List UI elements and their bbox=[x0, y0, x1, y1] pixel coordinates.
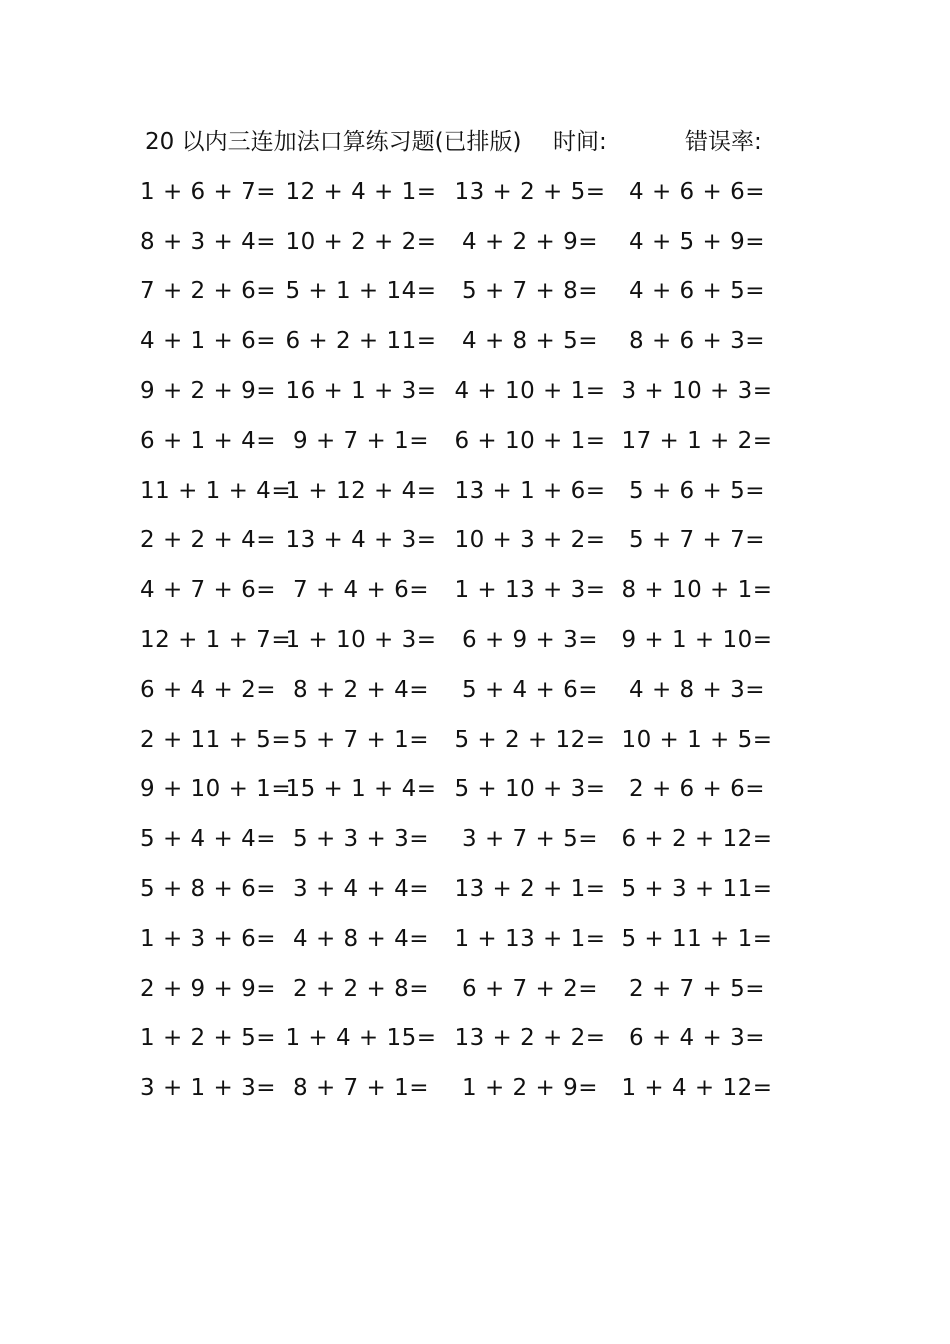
arithmetic-problem: 5 + 10 + 3= bbox=[454, 776, 606, 803]
arithmetic-problem: 6 + 2 + 11= bbox=[285, 328, 437, 355]
arithmetic-problem: 6 + 10 + 1= bbox=[454, 427, 606, 454]
problem-row bbox=[140, 167, 780, 217]
arithmetic-problem: 2 + 7 + 5= bbox=[629, 975, 765, 1002]
problem-row bbox=[140, 1063, 780, 1113]
problem-row bbox=[140, 814, 780, 864]
arithmetic-problem: 4 + 5 + 9= bbox=[629, 228, 765, 255]
arithmetic-problem: 4 + 8 + 5= bbox=[462, 328, 598, 355]
arithmetic-problem: 12 + 1 + 7= bbox=[140, 627, 292, 654]
arithmetic-problem: 17 + 1 + 2= bbox=[621, 427, 773, 454]
arithmetic-problem: 5 + 2 + 12= bbox=[454, 726, 606, 753]
arithmetic-problem: 1 + 6 + 7= bbox=[140, 178, 276, 205]
arithmetic-problem: 9 + 7 + 1= bbox=[293, 427, 429, 454]
arithmetic-problem: 2 + 9 + 9= bbox=[140, 975, 276, 1002]
arithmetic-problem: 1 + 13 + 3= bbox=[454, 577, 606, 604]
arithmetic-problem: 5 + 4 + 6= bbox=[462, 676, 598, 703]
arithmetic-problem: 2 + 2 + 8= bbox=[293, 975, 429, 1002]
problem-row bbox=[140, 466, 780, 516]
arithmetic-problem: 1 + 13 + 1= bbox=[454, 925, 606, 952]
arithmetic-problem: 1 + 12 + 4= bbox=[285, 477, 437, 504]
problem-row bbox=[140, 765, 780, 815]
arithmetic-problem: 15 + 1 + 4= bbox=[285, 776, 437, 803]
problem-row bbox=[140, 217, 780, 267]
arithmetic-problem: 13 + 1 + 6= bbox=[454, 477, 606, 504]
arithmetic-problem: 5 + 4 + 4= bbox=[140, 826, 276, 853]
arithmetic-problem: 9 + 1 + 10= bbox=[621, 627, 773, 654]
arithmetic-problem: 11 + 1 + 4= bbox=[140, 477, 292, 504]
arithmetic-problem: 12 + 4 + 1= bbox=[285, 178, 437, 205]
problem-row bbox=[140, 416, 780, 466]
arithmetic-problem: 6 + 4 + 3= bbox=[629, 1025, 765, 1052]
problem-row bbox=[140, 964, 780, 1014]
arithmetic-problem: 8 + 6 + 3= bbox=[629, 328, 765, 355]
arithmetic-problem: 8 + 7 + 1= bbox=[293, 1075, 429, 1102]
arithmetic-problem: 5 + 7 + 7= bbox=[629, 527, 765, 554]
arithmetic-problem: 3 + 4 + 4= bbox=[293, 876, 429, 903]
arithmetic-problem: 9 + 10 + 1= bbox=[140, 776, 292, 803]
problem-row bbox=[140, 316, 780, 366]
arithmetic-problem: 3 + 7 + 5= bbox=[462, 826, 598, 853]
problem-row bbox=[140, 565, 780, 615]
arithmetic-problem: 1 + 2 + 9= bbox=[462, 1075, 598, 1102]
arithmetic-problem: 5 + 3 + 3= bbox=[293, 826, 429, 853]
problem-row bbox=[140, 914, 780, 964]
arithmetic-problem: 2 + 6 + 6= bbox=[629, 776, 765, 803]
arithmetic-problem: 5 + 7 + 8= bbox=[462, 278, 598, 305]
problem-row bbox=[140, 715, 780, 765]
arithmetic-problem: 5 + 3 + 11= bbox=[621, 876, 773, 903]
arithmetic-problem: 7 + 4 + 6= bbox=[293, 577, 429, 604]
arithmetic-problem: 5 + 8 + 6= bbox=[140, 876, 276, 903]
problem-row bbox=[140, 615, 780, 665]
arithmetic-problem: 4 + 10 + 1= bbox=[454, 378, 606, 405]
arithmetic-problem: 5 + 6 + 5= bbox=[629, 477, 765, 504]
arithmetic-problem: 10 + 3 + 2= bbox=[454, 527, 606, 554]
arithmetic-problem: 4 + 8 + 3= bbox=[629, 676, 765, 703]
arithmetic-problem: 4 + 6 + 5= bbox=[629, 278, 765, 305]
arithmetic-problem: 1 + 4 + 15= bbox=[285, 1025, 437, 1052]
arithmetic-problem: 1 + 4 + 12= bbox=[621, 1075, 773, 1102]
arithmetic-problem: 8 + 2 + 4= bbox=[293, 676, 429, 703]
arithmetic-problem: 6 + 1 + 4= bbox=[140, 427, 276, 454]
problem-grid bbox=[140, 167, 780, 1113]
arithmetic-problem: 8 + 3 + 4= bbox=[140, 228, 276, 255]
arithmetic-problem: 13 + 2 + 1= bbox=[454, 876, 606, 903]
arithmetic-problem: 3 + 10 + 3= bbox=[621, 378, 773, 405]
arithmetic-problem: 10 + 2 + 2= bbox=[285, 228, 437, 255]
arithmetic-problem: 4 + 8 + 4= bbox=[293, 925, 429, 952]
arithmetic-problem: 4 + 1 + 6= bbox=[140, 328, 276, 355]
worksheet-header bbox=[145, 122, 785, 162]
problem-row bbox=[140, 665, 780, 715]
arithmetic-problem: 10 + 1 + 5= bbox=[621, 726, 773, 753]
arithmetic-problem: 5 + 11 + 1= bbox=[621, 925, 773, 952]
arithmetic-problem: 16 + 1 + 3= bbox=[285, 378, 437, 405]
arithmetic-problem: 1 + 10 + 3= bbox=[285, 627, 437, 654]
arithmetic-problem: 13 + 4 + 3= bbox=[285, 527, 437, 554]
arithmetic-problem: 3 + 1 + 3= bbox=[140, 1075, 276, 1102]
worksheet-title: 20 以内三连加法口算练习题(已排版) bbox=[145, 129, 522, 155]
problem-row bbox=[140, 516, 780, 566]
time-label: 时间: bbox=[553, 129, 607, 155]
arithmetic-problem: 6 + 9 + 3= bbox=[462, 627, 598, 654]
problem-row bbox=[140, 864, 780, 914]
arithmetic-problem: 5 + 7 + 1= bbox=[293, 726, 429, 753]
arithmetic-problem: 2 + 2 + 4= bbox=[140, 527, 276, 554]
arithmetic-problem: 6 + 7 + 2= bbox=[462, 975, 598, 1002]
arithmetic-problem: 4 + 2 + 9= bbox=[462, 228, 598, 255]
problem-row bbox=[140, 267, 780, 317]
arithmetic-problem: 7 + 2 + 6= bbox=[140, 278, 276, 305]
arithmetic-problem: 6 + 4 + 2= bbox=[140, 676, 276, 703]
error-rate-label: 错误率: bbox=[685, 129, 762, 155]
arithmetic-problem: 6 + 2 + 12= bbox=[621, 826, 773, 853]
arithmetic-problem: 8 + 10 + 1= bbox=[621, 577, 773, 604]
arithmetic-problem: 9 + 2 + 9= bbox=[140, 378, 276, 405]
arithmetic-problem: 13 + 2 + 2= bbox=[454, 1025, 606, 1052]
arithmetic-problem: 1 + 3 + 6= bbox=[140, 925, 276, 952]
arithmetic-problem: 2 + 11 + 5= bbox=[140, 726, 292, 753]
problem-row bbox=[140, 366, 780, 416]
arithmetic-problem: 1 + 2 + 5= bbox=[140, 1025, 276, 1052]
arithmetic-problem: 4 + 7 + 6= bbox=[140, 577, 276, 604]
arithmetic-problem: 5 + 1 + 14= bbox=[285, 278, 437, 305]
problem-row bbox=[140, 1014, 780, 1064]
arithmetic-problem: 4 + 6 + 6= bbox=[629, 178, 765, 205]
arithmetic-problem: 13 + 2 + 5= bbox=[454, 178, 606, 205]
